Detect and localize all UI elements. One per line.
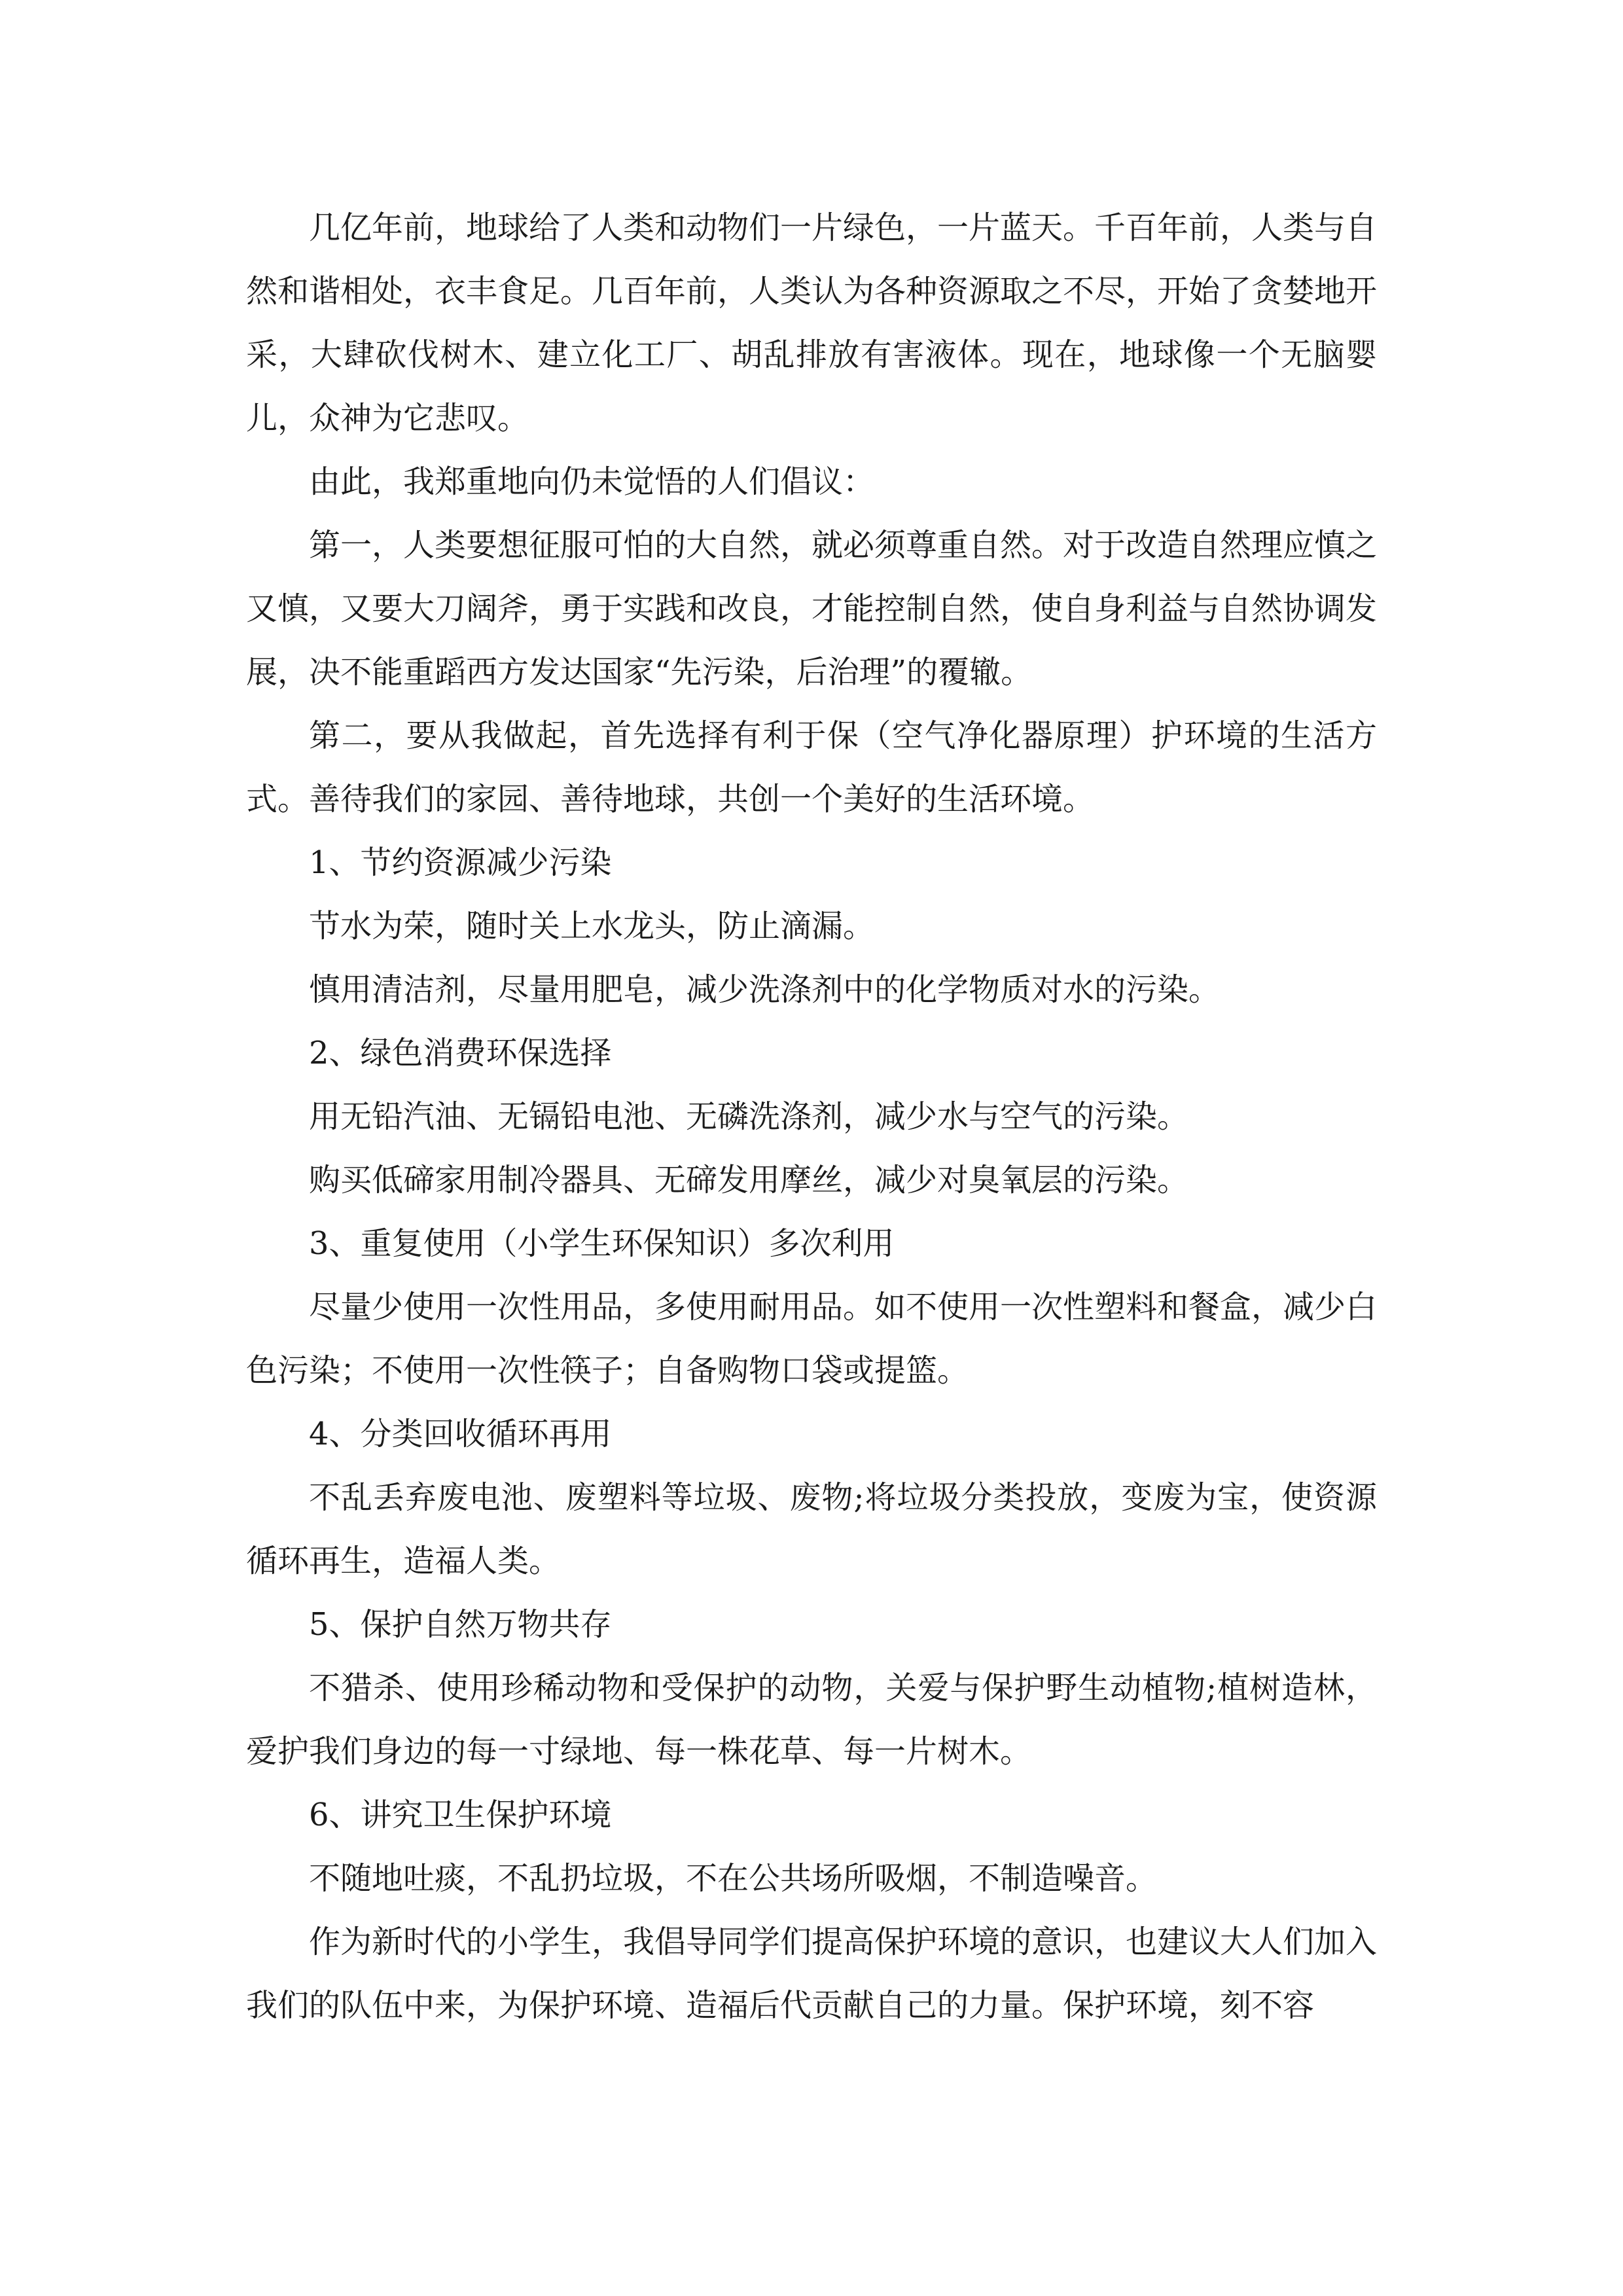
heading-item-4: 4、分类回收循环再用 <box>309 1416 612 1452</box>
paragraph-item-2b: 购买低碲家用制冷器具、无碲发用摩丝，减少对臭氧层的污染。 <box>309 1162 1189 1198</box>
heading-item-6: 6、讲究卫生保护环境 <box>309 1797 612 1833</box>
paragraph-item-1a: 节水为荣，随时关上水龙头，防止滴漏。 <box>309 908 875 944</box>
paragraph-item-2a: 用无铅汽油、无镉铅电池、无磷洗涤剂，减少水与空气的污染。 <box>309 1098 1189 1135</box>
heading-item-2: 2、绿色消费环保选择 <box>309 1035 612 1071</box>
paragraph-item-6: 不随地吐痰，不乱扔垃圾，不在公共场所吸烟，不制造噪音。 <box>309 1860 1158 1897</box>
paragraph-intro: 几亿年前，地球给了人类和动物们一片绿色，一片蓝天。千百年前，人类与自然和谐相处，衣丰食足。几百年前，人类认为各种资源取之不尽，开始了贪婪地开采，大肆砍伐树木、建立化工厂、胡乱排放有害液体。现在，地球像一个无脑婴儿，众神为它悲叹。 <box>246 209 1378 437</box>
paragraph-item-3: 尽量少使用一次性用品，多使用耐用品。如不使用一次性塑料和餐盒，减少白色污染；不使用一次性筷子；自备购物口袋或提篮。 <box>246 1289 1378 1389</box>
paragraph-second: 第二，要从我做起，首先选择有利于保（空气净化器原理）护环境的生活方式。善待我们的家园、善待地球，共创一个美好的生活环境。 <box>246 717 1377 817</box>
paragraph-first: 第一，人类要想征服可怕的大自然，就必须尊重自然。对于改造自然理应慎之又慎，又要大刀阔斧，勇于实践和改良，才能控制自然，使自身利益与自然协调发展，决不能重蹈西方发达国家“先污染，后治理”的覆辙。 <box>246 527 1378 691</box>
paragraph-item-5: 不猎杀、使用珍稀动物和受保护的动物，关爱与保护野生动植物;植树造林，爱护我们身边的每一寸绿地、每一株花草、每一片树木。 <box>246 1670 1377 1770</box>
paragraph-proposal: 由此，我郑重地向仍未觉悟的人们倡议： <box>309 463 875 500</box>
document-body <box>246 196 1377 2037</box>
heading-item-5: 5、保护自然万物共存 <box>309 1606 612 1643</box>
paragraph-item-1b: 慎用清洁剂，尽量用肥皂，减少洗涤剂中的化学物质对水的污染。 <box>309 971 1221 1008</box>
heading-item-1: 1、节约资源减少污染 <box>309 844 612 881</box>
heading-item-3: 3、重复使用（小学生环保知识）多次利用 <box>309 1225 895 1262</box>
paragraph-closing: 作为新时代的小学生，我倡导同学们提高保护环境的意识，也建议大人们加入我们的队伍中来，为保护环境、造福后代贡献自己的力量。保护环境，刻不容 <box>246 1924 1378 2024</box>
paragraph-item-4: 不乱丢弃废电池、废塑料等垃圾、废物;将垃圾分类投放，变废为宝，使资源循环再生，造福人类。 <box>246 1479 1377 1579</box>
